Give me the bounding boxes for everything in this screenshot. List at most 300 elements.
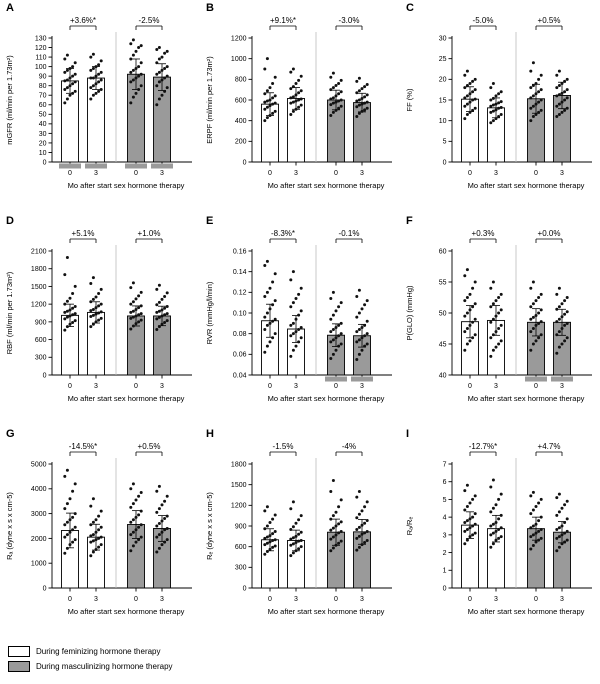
data-point bbox=[163, 528, 166, 531]
data-point bbox=[163, 541, 166, 544]
data-point bbox=[495, 539, 498, 542]
panel-plot bbox=[0, 428, 200, 641]
data-point bbox=[489, 546, 492, 549]
data-point bbox=[297, 99, 300, 102]
data-point bbox=[492, 349, 495, 352]
data-point bbox=[495, 530, 498, 533]
y-tick-label: 2000 bbox=[30, 535, 47, 543]
data-point bbox=[500, 493, 503, 496]
panel-b bbox=[200, 2, 400, 215]
data-point bbox=[495, 503, 498, 506]
y-tick-label: 0 bbox=[242, 159, 247, 167]
data-point bbox=[558, 346, 561, 349]
data-point bbox=[492, 119, 495, 122]
data-point bbox=[163, 313, 166, 316]
data-point bbox=[271, 320, 274, 323]
data-point bbox=[274, 76, 277, 79]
data-point bbox=[155, 303, 158, 306]
panel-letter: B bbox=[206, 2, 214, 14]
legend-swatch-feminizing bbox=[8, 646, 30, 657]
data-point bbox=[535, 113, 538, 116]
data-point bbox=[561, 533, 564, 536]
data-point bbox=[558, 93, 561, 96]
data-point bbox=[363, 85, 366, 88]
x-tick-label: 3 bbox=[494, 170, 498, 177]
data-point bbox=[332, 547, 335, 550]
data-point bbox=[532, 61, 535, 64]
data-point bbox=[89, 523, 92, 526]
data-point bbox=[69, 67, 72, 70]
y-tick-label: 5 bbox=[442, 138, 447, 146]
data-point bbox=[358, 328, 361, 331]
data-point bbox=[555, 74, 558, 77]
data-point bbox=[361, 97, 364, 100]
data-point bbox=[335, 544, 338, 547]
data-point bbox=[274, 538, 277, 541]
panel-letter: D bbox=[6, 215, 14, 227]
x-tick-label: 0 bbox=[534, 383, 538, 390]
data-point bbox=[329, 357, 332, 360]
data-point bbox=[63, 329, 66, 332]
data-point bbox=[532, 84, 535, 87]
data-point bbox=[297, 91, 300, 94]
data-point bbox=[140, 73, 143, 76]
data-point bbox=[140, 523, 143, 526]
legend bbox=[8, 646, 173, 676]
data-point bbox=[137, 495, 140, 498]
data-point bbox=[471, 516, 474, 519]
data-point bbox=[263, 527, 266, 530]
data-point bbox=[129, 311, 132, 314]
data-point bbox=[537, 530, 540, 533]
x-tick-label: 3 bbox=[294, 596, 298, 603]
data-point bbox=[535, 314, 538, 317]
data-point bbox=[295, 108, 298, 111]
data-point bbox=[89, 325, 92, 328]
data-point bbox=[361, 110, 364, 113]
data-point bbox=[329, 88, 332, 91]
y-tick-label: 4000 bbox=[30, 486, 47, 494]
data-point bbox=[289, 113, 292, 116]
y-axis-label: FF (%) bbox=[405, 88, 414, 112]
data-point bbox=[69, 314, 72, 317]
data-point bbox=[271, 539, 274, 542]
data-point bbox=[471, 498, 474, 501]
data-point bbox=[466, 113, 469, 116]
data-point bbox=[137, 306, 140, 309]
y-tick-label: 80 bbox=[38, 83, 47, 91]
data-point bbox=[355, 80, 358, 83]
data-point bbox=[71, 92, 74, 95]
data-point bbox=[129, 521, 132, 524]
data-point bbox=[532, 525, 535, 528]
panel-letter: E bbox=[206, 215, 214, 227]
data-point bbox=[355, 549, 358, 552]
y-tick-label: 3000 bbox=[30, 511, 47, 518]
data-point bbox=[463, 299, 466, 302]
x-tick-label: 3 bbox=[294, 170, 298, 177]
data-point bbox=[358, 104, 361, 107]
data-point bbox=[537, 336, 540, 339]
data-point bbox=[332, 328, 335, 331]
data-point bbox=[292, 349, 295, 352]
data-point bbox=[335, 84, 338, 87]
data-point bbox=[561, 542, 564, 545]
data-point bbox=[271, 336, 274, 339]
data-point bbox=[66, 69, 69, 72]
data-point bbox=[361, 103, 364, 106]
data-point bbox=[140, 291, 143, 294]
y-tick-label: 3 bbox=[442, 532, 447, 540]
data-point bbox=[135, 541, 138, 544]
data-point bbox=[71, 321, 74, 324]
data-point bbox=[492, 97, 495, 100]
data-point bbox=[469, 308, 472, 311]
data-point bbox=[97, 319, 100, 322]
data-point bbox=[295, 549, 298, 552]
data-point bbox=[92, 276, 95, 279]
data-point bbox=[132, 544, 135, 547]
data-point bbox=[66, 256, 69, 259]
y-axis-label: Rₐ (dyne x s x cm-5) bbox=[5, 492, 14, 560]
data-point bbox=[97, 528, 100, 531]
data-point bbox=[66, 300, 69, 303]
data-point bbox=[540, 308, 543, 311]
data-point bbox=[271, 103, 274, 106]
data-point bbox=[471, 90, 474, 93]
data-point bbox=[89, 98, 92, 101]
data-point bbox=[337, 324, 340, 327]
data-point bbox=[129, 317, 132, 320]
data-point bbox=[263, 92, 266, 95]
data-point bbox=[100, 71, 103, 74]
data-point bbox=[340, 301, 343, 304]
data-point bbox=[292, 68, 295, 71]
data-point bbox=[563, 80, 566, 83]
data-point bbox=[300, 514, 303, 517]
data-point bbox=[132, 518, 135, 521]
x-tick-label: 0 bbox=[468, 170, 472, 177]
data-point bbox=[563, 503, 566, 506]
x-tick-label: 3 bbox=[494, 383, 498, 390]
data-point bbox=[532, 94, 535, 97]
data-point bbox=[140, 61, 143, 64]
data-point bbox=[89, 56, 92, 59]
data-point bbox=[74, 305, 77, 308]
y-tick-label: 1500 bbox=[30, 283, 47, 291]
data-point bbox=[566, 88, 569, 91]
data-point bbox=[340, 79, 343, 82]
data-point bbox=[489, 533, 492, 536]
data-point bbox=[366, 101, 369, 104]
data-point bbox=[69, 309, 72, 312]
y-tick-label: 45 bbox=[438, 341, 447, 349]
data-point bbox=[100, 310, 103, 313]
data-point bbox=[63, 475, 66, 478]
data-point bbox=[69, 77, 72, 80]
data-point bbox=[158, 325, 161, 328]
data-point bbox=[529, 96, 532, 99]
panel-g bbox=[0, 428, 200, 641]
data-point bbox=[366, 500, 369, 503]
data-point bbox=[340, 498, 343, 501]
y-tick-label: 0 bbox=[442, 159, 447, 167]
data-point bbox=[332, 514, 335, 517]
data-point bbox=[137, 526, 140, 529]
data-point bbox=[355, 316, 358, 319]
data-point bbox=[366, 539, 369, 542]
data-point bbox=[166, 50, 169, 53]
data-point bbox=[132, 300, 135, 303]
data-point bbox=[463, 96, 466, 99]
data-point bbox=[297, 518, 300, 521]
data-point bbox=[492, 302, 495, 305]
data-point bbox=[140, 536, 143, 539]
data-point bbox=[92, 539, 95, 542]
data-point bbox=[471, 99, 474, 102]
data-point bbox=[163, 67, 166, 70]
data-point bbox=[89, 534, 92, 537]
data-point bbox=[366, 83, 369, 86]
data-point bbox=[558, 113, 561, 116]
data-point bbox=[463, 509, 466, 512]
data-point bbox=[329, 330, 332, 333]
y-tick-label: 0.16 bbox=[232, 248, 247, 256]
data-point bbox=[292, 525, 295, 528]
data-point bbox=[558, 510, 561, 513]
data-point bbox=[161, 94, 164, 97]
data-point bbox=[97, 73, 100, 76]
data-point bbox=[500, 308, 503, 311]
data-point bbox=[266, 542, 269, 545]
panel-letter: C bbox=[406, 2, 414, 14]
data-point bbox=[137, 320, 140, 323]
data-point bbox=[563, 90, 566, 93]
data-point bbox=[337, 100, 340, 103]
data-point bbox=[97, 537, 100, 540]
data-point bbox=[166, 86, 169, 89]
data-point bbox=[335, 94, 338, 97]
y-tick-label: 10 bbox=[38, 149, 47, 157]
data-point bbox=[495, 117, 498, 120]
panel-plot bbox=[0, 2, 200, 215]
y-tick-label: 2100 bbox=[30, 248, 47, 256]
data-point bbox=[492, 82, 495, 85]
data-point bbox=[329, 318, 332, 321]
data-point bbox=[566, 500, 569, 503]
percent-change-annotation: +0.3% bbox=[471, 229, 495, 238]
data-point bbox=[497, 498, 500, 501]
data-point bbox=[358, 490, 361, 493]
y-tick-label: 2 bbox=[442, 549, 447, 557]
data-point bbox=[269, 307, 272, 310]
data-point bbox=[132, 482, 135, 485]
data-point bbox=[63, 507, 66, 510]
data-point bbox=[337, 542, 340, 545]
data-point bbox=[532, 544, 535, 547]
y-tick-label: 6 bbox=[442, 479, 447, 487]
y-tick-label: 1 bbox=[442, 567, 447, 575]
data-point bbox=[66, 533, 69, 536]
data-point bbox=[540, 109, 543, 112]
data-point bbox=[74, 538, 77, 541]
data-point bbox=[89, 77, 92, 80]
data-point bbox=[495, 103, 498, 106]
group-band bbox=[151, 164, 173, 169]
data-point bbox=[463, 74, 466, 77]
x-axis-label: Mo after start sex hormone therapy bbox=[67, 607, 185, 616]
data-point bbox=[274, 299, 277, 302]
data-point bbox=[537, 322, 540, 325]
data-point bbox=[537, 519, 540, 522]
data-point bbox=[140, 312, 143, 315]
data-point bbox=[332, 527, 335, 530]
data-point bbox=[266, 116, 269, 119]
data-point bbox=[563, 324, 566, 327]
data-point bbox=[463, 349, 466, 352]
data-point bbox=[474, 88, 477, 91]
data-point bbox=[471, 80, 474, 83]
data-point bbox=[263, 328, 266, 331]
data-point bbox=[155, 103, 158, 106]
y-tick-label: 120 bbox=[34, 44, 47, 52]
y-tick-label: 1800 bbox=[230, 461, 247, 469]
panel-f bbox=[400, 215, 600, 428]
y-tick-label: 10 bbox=[438, 118, 447, 126]
data-point bbox=[97, 80, 100, 83]
data-point bbox=[466, 312, 469, 315]
data-point bbox=[300, 545, 303, 548]
data-point bbox=[135, 322, 138, 325]
data-point bbox=[563, 540, 566, 543]
data-point bbox=[358, 546, 361, 549]
data-point bbox=[129, 286, 132, 289]
data-point bbox=[561, 101, 564, 104]
data-point bbox=[537, 111, 540, 114]
data-point bbox=[532, 115, 535, 118]
x-tick-label: 3 bbox=[94, 383, 98, 390]
data-point bbox=[340, 520, 343, 523]
data-point bbox=[69, 94, 72, 97]
data-point bbox=[89, 300, 92, 303]
data-point bbox=[263, 68, 266, 71]
data-point bbox=[355, 537, 358, 540]
data-point bbox=[158, 522, 161, 525]
data-point bbox=[100, 288, 103, 291]
data-point bbox=[340, 332, 343, 335]
y-tick-label: 4 bbox=[442, 514, 447, 522]
data-point bbox=[95, 82, 98, 85]
data-point bbox=[555, 115, 558, 118]
data-point bbox=[500, 293, 503, 296]
data-point bbox=[63, 536, 66, 539]
data-point bbox=[263, 316, 266, 319]
panel-letter: I bbox=[406, 428, 410, 440]
data-point bbox=[537, 539, 540, 542]
data-point bbox=[529, 70, 532, 73]
data-point bbox=[158, 507, 161, 510]
data-point bbox=[497, 528, 500, 531]
data-point bbox=[166, 291, 169, 294]
data-point bbox=[489, 525, 492, 528]
data-point bbox=[137, 513, 140, 516]
data-point bbox=[89, 541, 92, 544]
panel-i bbox=[400, 428, 600, 641]
data-point bbox=[366, 93, 369, 96]
x-tick-label: 0 bbox=[268, 596, 272, 603]
data-point bbox=[555, 105, 558, 108]
data-point bbox=[489, 510, 492, 513]
y-tick-label: 0.10 bbox=[232, 310, 247, 318]
data-point bbox=[300, 89, 303, 92]
data-point bbox=[274, 272, 277, 275]
data-point bbox=[363, 531, 366, 534]
data-point bbox=[495, 521, 498, 524]
panel-e bbox=[200, 215, 400, 428]
x-tick-label: 0 bbox=[534, 170, 538, 177]
data-point bbox=[555, 86, 558, 89]
data-point bbox=[332, 314, 335, 317]
data-point bbox=[361, 336, 364, 339]
x-tick-label: 3 bbox=[560, 596, 564, 603]
data-point bbox=[555, 94, 558, 97]
data-point bbox=[332, 479, 335, 482]
data-point bbox=[471, 336, 474, 339]
data-point bbox=[355, 358, 358, 361]
data-point bbox=[266, 260, 269, 263]
data-point bbox=[95, 65, 98, 68]
data-point bbox=[355, 496, 358, 499]
data-point bbox=[269, 99, 272, 102]
data-point bbox=[69, 531, 72, 534]
data-point bbox=[474, 78, 477, 81]
group-band bbox=[551, 377, 573, 382]
data-point bbox=[495, 94, 498, 97]
data-point bbox=[137, 46, 140, 49]
data-point bbox=[335, 533, 338, 536]
data-point bbox=[295, 318, 298, 321]
data-point bbox=[363, 345, 366, 348]
data-point bbox=[469, 324, 472, 327]
data-point bbox=[340, 105, 343, 108]
data-point bbox=[66, 547, 69, 550]
data-point bbox=[166, 495, 169, 498]
data-point bbox=[335, 511, 338, 514]
data-point bbox=[166, 319, 169, 322]
data-point bbox=[463, 489, 466, 492]
percent-change-annotation: +4.7% bbox=[537, 442, 561, 451]
x-axis-label: Mo after start sex hormone therapy bbox=[67, 394, 185, 403]
data-point bbox=[269, 534, 272, 537]
y-tick-label: 1000 bbox=[230, 56, 247, 64]
data-point bbox=[263, 108, 266, 111]
data-point bbox=[292, 322, 295, 325]
data-point bbox=[135, 297, 138, 300]
data-point bbox=[463, 521, 466, 524]
data-point bbox=[292, 85, 295, 88]
data-point bbox=[495, 108, 498, 111]
data-point bbox=[469, 517, 472, 520]
data-point bbox=[158, 71, 161, 74]
data-point bbox=[161, 78, 164, 81]
data-point bbox=[266, 106, 269, 109]
data-point bbox=[266, 89, 269, 92]
data-point bbox=[66, 316, 69, 319]
data-point bbox=[161, 298, 164, 301]
data-point bbox=[69, 518, 72, 521]
data-point bbox=[66, 502, 69, 505]
data-point bbox=[355, 100, 358, 103]
